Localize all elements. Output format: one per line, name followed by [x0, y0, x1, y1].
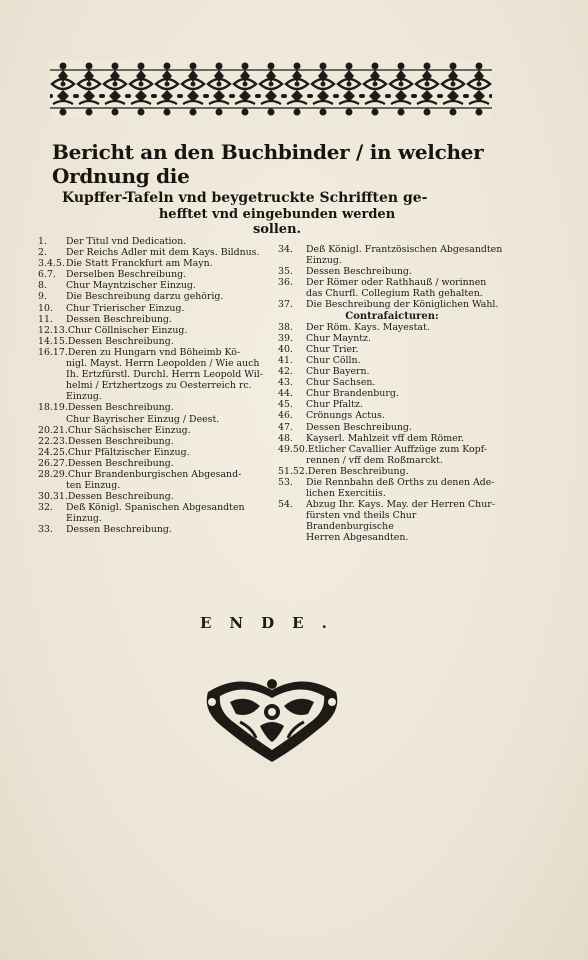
tailpiece-ornament	[200, 672, 344, 764]
item-text: Dessen Beschreibung.	[67, 402, 174, 414]
item-text: Die Beschreibung der Königlichen Wahl.	[306, 299, 499, 311]
item-number: 2.	[38, 247, 47, 259]
item-number: 40.	[278, 343, 293, 355]
page-heading	[52, 140, 502, 237]
item-text: Dessen Beschreibung.	[306, 421, 412, 433]
item-number: 36.	[278, 277, 293, 289]
list-item	[38, 269, 274, 280]
heading-line-4: sollen.	[252, 222, 302, 237]
item-number: 20.21.	[38, 424, 68, 436]
item-number: 22.23.	[38, 435, 68, 447]
item-text: lichen Exercitiis.	[306, 488, 386, 500]
list-item	[278, 344, 506, 355]
list-item	[38, 458, 274, 469]
item-number: 45.	[278, 399, 293, 411]
list-item	[278, 488, 506, 499]
item-number: 33.	[38, 524, 53, 536]
item-number: 10.	[38, 302, 53, 314]
item-text: Einzug.	[66, 513, 102, 525]
item-text: Chur Pfältzischer Einzug.	[67, 446, 190, 458]
list-item	[38, 358, 274, 369]
item-text: Dessen Beschreibung.	[66, 313, 172, 325]
item-text: Ih. Ertzfürstl. Durchl. Herrn Leopold Wil-	[66, 369, 263, 381]
item-text: Dessen Beschreibung.	[66, 524, 172, 536]
item-number: 37.	[278, 299, 293, 311]
item-text: Der Röm. Kays. Mayestat.	[306, 321, 430, 333]
list-item	[278, 277, 506, 288]
item-number: 41.	[278, 354, 293, 366]
item-number: 18.19.	[38, 402, 68, 414]
list-item	[278, 255, 506, 266]
item-text: Chur Mayntz.	[306, 332, 371, 344]
list-item	[278, 377, 506, 388]
item-text: fürsten vnd theils Chur Brandenburgische	[306, 510, 417, 533]
list-item	[278, 322, 506, 333]
list-item	[278, 299, 506, 310]
item-number: 12.13.	[38, 324, 68, 336]
list-item	[38, 425, 274, 436]
list-item	[38, 258, 274, 269]
item-number: 42.	[278, 366, 293, 378]
item-number: 49.50.	[278, 443, 308, 455]
item-text: Chur Cöllnischer Einzug.	[67, 324, 188, 336]
item-text: Chur Trierischer Einzug.	[66, 302, 185, 314]
list-item	[278, 355, 506, 366]
item-text: Chur Trier.	[306, 343, 359, 355]
list-item	[278, 466, 506, 477]
list-item	[38, 402, 274, 413]
item-number: 26.27.	[38, 457, 68, 469]
right-column-list	[278, 244, 506, 544]
list-item	[38, 491, 274, 502]
item-text: Chur Bayern.	[306, 366, 370, 378]
list-item	[38, 347, 274, 358]
item-number: 8.	[38, 280, 47, 292]
item-number: 16.17.	[38, 346, 68, 358]
item-number: 43.	[278, 377, 293, 389]
list-item	[278, 366, 506, 377]
item-number: 54.	[278, 499, 293, 511]
item-text: Dessen Beschreibung.	[67, 491, 174, 503]
item-text: das Churfl. Collegium Rath gehalten.	[306, 288, 483, 300]
list-item	[38, 380, 274, 402]
item-text: Crönungs Actus.	[306, 410, 385, 422]
list-item	[38, 436, 274, 447]
item-text: Chur Mayntzischer Einzug.	[66, 280, 196, 292]
item-number: 34.	[278, 244, 293, 255]
list-item	[278, 499, 506, 510]
item-number: 44.	[278, 388, 293, 400]
item-number: 28.29.	[38, 468, 68, 480]
item-text: Deß Königl. Frantzösischen Abgesandten	[306, 244, 503, 255]
item-text: rennen / vff dem Roßmarckt.	[306, 454, 443, 466]
item-text: Etlicher Cavallier Auffzüge zum Kopf-	[307, 443, 487, 455]
item-text: Chur Sachsen.	[306, 377, 376, 389]
item-number: 46.	[278, 410, 293, 422]
list-item	[38, 447, 274, 458]
item-number: 53.	[278, 476, 293, 488]
list-item	[278, 532, 506, 543]
item-text: Dessen Beschreibung.	[67, 457, 174, 469]
list-item	[38, 280, 274, 291]
item-text: Die Statt Franckfurt am Mayn.	[66, 258, 213, 270]
list-item	[38, 336, 274, 347]
item-text: Herren Abgesandten.	[306, 532, 409, 544]
contrafaicturen-subheading: Contrafaicturen:	[345, 310, 439, 322]
list-item	[38, 469, 274, 480]
item-text: Dessen Beschreibung.	[306, 266, 412, 278]
item-number: 24.25.	[38, 446, 68, 458]
item-text: Der Römer oder Rathhauß / worinnen	[306, 277, 487, 289]
item-text: Chur Brandenburgischen Abgesand-	[67, 468, 242, 480]
list-item	[278, 510, 506, 532]
list-item	[278, 455, 506, 466]
item-text: Die Rennbahn deß Orths zu denen Ade-	[306, 476, 495, 488]
item-text: Chur Brandenburg.	[306, 388, 399, 400]
list-item	[38, 236, 274, 247]
list-item	[38, 414, 274, 425]
item-number: 11.	[38, 313, 53, 325]
list-item	[278, 444, 506, 455]
list-item	[38, 369, 274, 380]
list-item	[38, 524, 274, 535]
item-text: Deß Königl. Spanischen Abgesandten	[66, 502, 245, 514]
item-number: 9.	[38, 291, 47, 303]
item-text: Dessen Beschreibung.	[67, 435, 174, 447]
item-text: Der Titul vnd Dedication.	[66, 236, 187, 247]
list-item	[38, 291, 274, 302]
item-number: 32.	[38, 502, 53, 514]
heading-line-3: hefftet vnd eingebunden werden	[158, 207, 396, 222]
heading-line-2: Kupffer-Tafeln vnd beygetruckte Schrifften ge-	[62, 190, 428, 206]
list-item	[38, 502, 274, 513]
heading-line-1: Bericht an den Buchbinder / in welcher Ordnung die	[52, 140, 484, 188]
item-number: 39.	[278, 332, 293, 344]
list-item	[278, 399, 506, 410]
item-number: 47.	[278, 421, 293, 433]
item-text: Dessen Beschreibung.	[67, 335, 174, 347]
item-number: 1.	[38, 236, 47, 247]
item-text: Chur Cölln.	[306, 354, 361, 366]
list-item	[278, 333, 506, 344]
list-item	[278, 266, 506, 277]
list-item	[278, 422, 506, 433]
list-item	[278, 410, 506, 421]
item-text: nigl. Mayst. Herrn Leopolden / Wie auch	[66, 358, 260, 370]
list-item	[38, 247, 274, 258]
list-item	[38, 480, 274, 491]
list-item	[38, 303, 274, 314]
item-text: Chur Bayrischer Einzug / Deest.	[66, 413, 220, 425]
list-item	[38, 325, 274, 336]
item-text: Deren zu Hungarn vnd Böheimb Kö-	[67, 346, 241, 358]
item-number: 51.52.	[278, 465, 308, 477]
item-text: Der Reichs Adler mit dem Kays. Bildnus.	[66, 247, 260, 259]
item-text: Derselben Beschreibung.	[66, 269, 187, 281]
ende-text: ENDE.	[200, 614, 345, 632]
item-text: Chur Sächsischer Einzug.	[67, 424, 191, 436]
list-item	[38, 513, 274, 524]
item-text: ten Einzug.	[66, 480, 121, 492]
item-text: Die Beschreibung darzu gehörig.	[66, 291, 224, 303]
list-item	[278, 433, 506, 444]
item-text: Chur Pfaltz.	[306, 399, 363, 411]
item-text: Deren Beschreibung.	[307, 465, 409, 477]
item-number: 38.	[278, 321, 293, 333]
list-item	[38, 314, 274, 325]
item-text: helmi / Ertzhertzogs zu Oesterreich rc. Einzug.	[66, 380, 252, 403]
item-text: Kayserl. Mahlzeit vff dem Römer.	[306, 432, 465, 444]
item-number: 48.	[278, 432, 293, 444]
item-number: 14.15.	[38, 335, 68, 347]
list-item	[278, 244, 506, 255]
list-item	[278, 288, 506, 299]
item-number: 35.	[278, 266, 293, 278]
item-number: 6.7.	[38, 269, 56, 281]
list-item	[278, 477, 506, 488]
list-item	[278, 388, 506, 399]
ornamental-border-band	[50, 60, 492, 118]
item-text: Einzug.	[306, 255, 342, 267]
item-number: 30.31.	[38, 491, 68, 503]
item-number: 3.4.5.	[38, 258, 65, 270]
item-text: Abzug Ihr. Kays. May. der Herren Chur-	[306, 499, 495, 511]
left-column-list	[38, 236, 274, 536]
